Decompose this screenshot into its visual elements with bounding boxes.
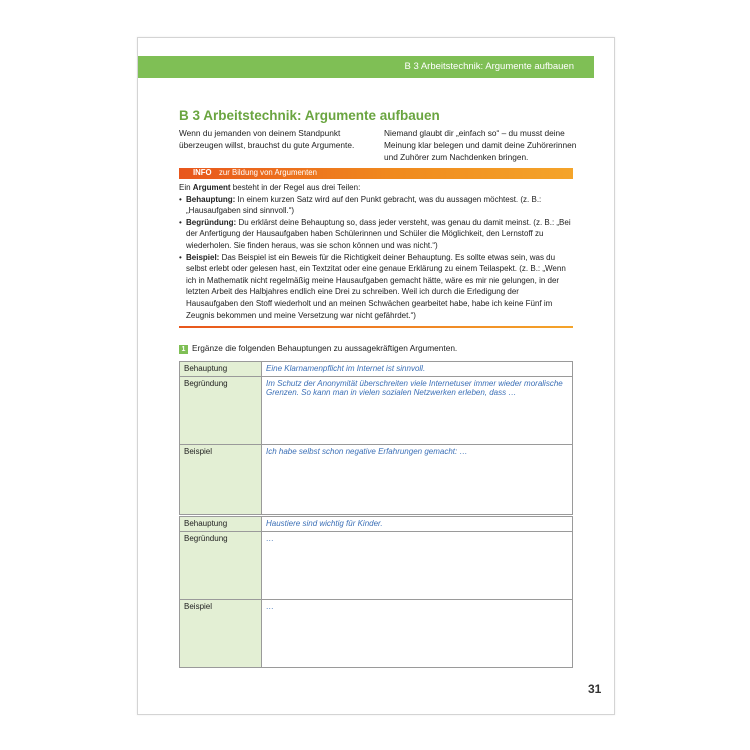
info-text: In einem kurzen Satz wird auf den Punkt gebracht, was du aussagen möchtest. (z. B.: „Hausaufgaben sind sinnvoll.“) [186, 194, 542, 216]
intro-right-text: Niemand glaubt dir „einfach so“ – du musst deine Meinung klar belegen und damit deine Zuhörerinnen und Zuhörer zum Nachdenken bringen. [384, 128, 577, 162]
info-box-body [179, 182, 573, 321]
info-lead-pre: Ein [179, 183, 193, 192]
answer-field-begruendung[interactable]: … [262, 532, 573, 600]
table-row [180, 517, 573, 532]
info-lead [179, 182, 573, 194]
info-text: Das Beispiel ist ein Beweis für die Richtigkeit deiner Behauptung. Es sollte etwas sein, was du selbst erlebt oder gelesen hast, ein Textzitat oder eine genaue Erklärung zu einem Teilaspekt. (z. B.: „Wenn ich in Mathematik nicht regelmäßig meine Hausaufgaben gemacht hätte, wäre es mir nie gelungen, in der letzten Arbeit des Halbjahres endlich eine Drei zu schreiben. Weil ich durch die Erledigung der Hausaufgaben den Stoff wiederholt und an meinen Schwächen gearbeitet habe, habe ich keine Fünf im Zeugnis bekommen und meine Versetzung war nicht gefährdet.“) [186, 252, 566, 320]
argument-table-1 [179, 361, 573, 515]
workbook-page [137, 37, 615, 715]
row-label: Begründung [180, 377, 262, 445]
info-text: Du erklärst deine Behauptung so, dass jeder versteht, was genau du damit meinst. (z. B.: „Bei der Anfertigung der Hausaufgaben haben Schülerinnen und Schüler die Möglichkeit, den Lernstoff zu wiederholen. Sie finden heraus, was sie schon können und was nicht.“) [186, 217, 571, 250]
info-term: Begründung: [186, 217, 237, 227]
answer-field-behauptung[interactable]: Eine Klarnamenpflicht im Internet ist sinnvoll. [262, 362, 573, 377]
task-number-badge: 1 [179, 345, 188, 354]
answer-field-begruendung[interactable]: Im Schutz der Anonymität überschreiten viele Internetuser immer wieder moralische Grenzen. So kann man in vielen sozialen Netzwerken erleben, dass … [262, 377, 573, 445]
table-row [180, 445, 573, 515]
info-list [179, 194, 573, 322]
argument-table-2 [179, 516, 573, 668]
info-item-behauptung [179, 194, 573, 217]
page-title: B 3 Arbeitstechnik: Argumente aufbauen [179, 108, 440, 123]
row-label: Begründung [180, 532, 262, 600]
row-label: Behauptung [180, 362, 262, 377]
table-row [180, 377, 573, 445]
table-row [180, 600, 573, 668]
page-number: 31 [588, 682, 602, 696]
answer-field-beispiel[interactable]: Ich habe selbst schon negative Erfahrungen gemacht: … [262, 445, 573, 515]
info-box-header [179, 168, 573, 179]
info-box-rule [179, 326, 573, 328]
info-item-beispiel [179, 252, 573, 322]
chapter-header-text: B 3 Arbeitstechnik: Argumente aufbauen [404, 61, 574, 72]
info-lead-post: besteht in der Regel aus drei Teilen: [230, 183, 361, 192]
row-label: Beispiel [180, 445, 262, 515]
answer-field-beispiel[interactable]: … [262, 600, 573, 668]
table-row [180, 362, 573, 377]
row-label: Beispiel [180, 600, 262, 668]
info-term: Behauptung: [186, 194, 236, 204]
task-instruction [179, 343, 457, 354]
info-title: zur Bildung von Argumenten [219, 168, 317, 177]
table-row [180, 532, 573, 600]
info-label: INFO [193, 168, 212, 177]
row-label: Behauptung [180, 517, 262, 532]
intro-left-text: Wenn du jemanden von deinem Standpunkt überzeugen willst, brauchst du gute Argumente. [179, 128, 355, 150]
answer-field-behauptung[interactable]: Haustiere sind wichtig für Kinder. [262, 517, 573, 532]
task-text: Ergänze die folgenden Behauptungen zu aussagekräftigen Argumenten. [192, 343, 458, 353]
chapter-header-bar [138, 56, 594, 78]
info-lead-term: Argument [192, 183, 231, 192]
info-term: Beispiel: [186, 252, 220, 262]
info-item-begruendung [179, 217, 573, 252]
